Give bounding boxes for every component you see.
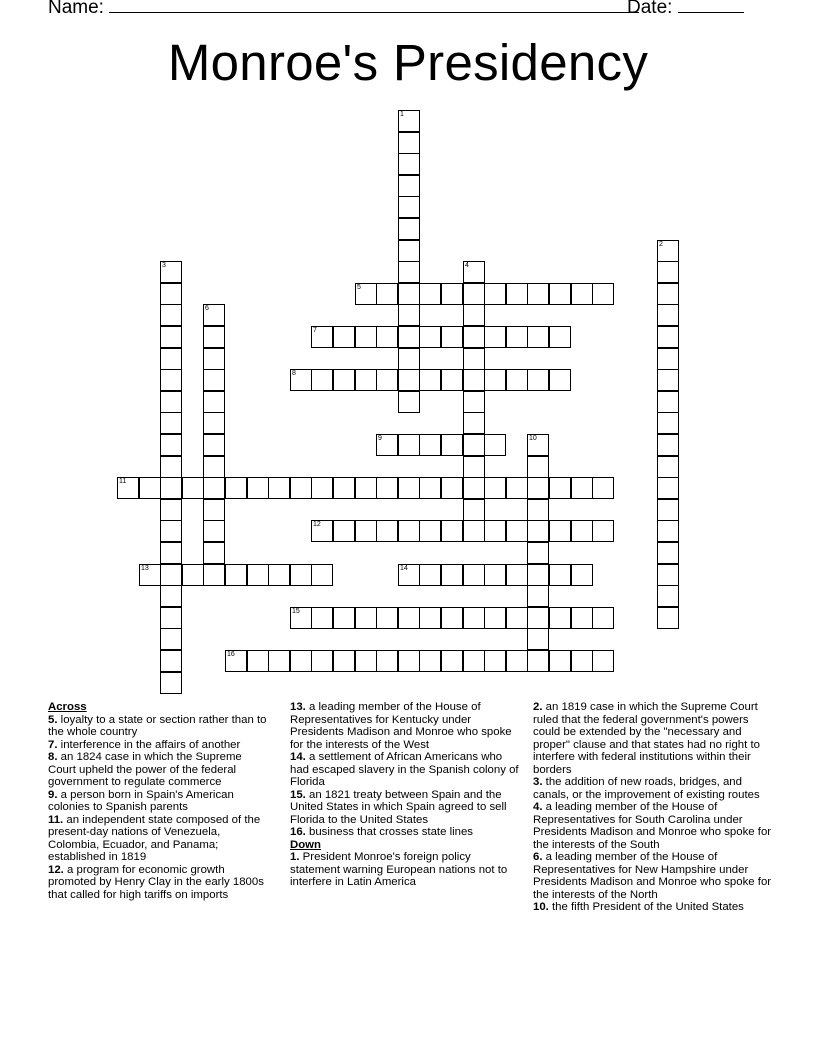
grid-cell[interactable]: [571, 607, 593, 629]
grid-cell[interactable]: [657, 520, 679, 542]
grid-cell[interactable]: [419, 434, 441, 456]
grid-cell[interactable]: [311, 520, 333, 542]
grid-cell[interactable]: [160, 499, 182, 521]
grid-cell[interactable]: [441, 564, 463, 586]
grid-cell[interactable]: [571, 283, 593, 305]
grid-cell[interactable]: [549, 520, 571, 542]
grid-cell[interactable]: [160, 520, 182, 542]
grid-cell[interactable]: [160, 672, 182, 694]
grid-cell[interactable]: [484, 607, 506, 629]
grid-cell[interactable]: [527, 326, 549, 348]
grid-cell[interactable]: [657, 369, 679, 391]
grid-cell[interactable]: [139, 477, 161, 499]
grid-cell[interactable]: [549, 477, 571, 499]
grid-cell[interactable]: [160, 585, 182, 607]
grid-cell[interactable]: [441, 520, 463, 542]
grid-cell[interactable]: [398, 110, 420, 132]
grid-cell[interactable]: [571, 520, 593, 542]
cell-number: 4: [465, 262, 469, 269]
clue-across-7: 7. interference in the affairs of another: [48, 738, 241, 751]
grid-cell[interactable]: [160, 283, 182, 305]
cell-number: 16: [227, 651, 235, 658]
grid-cell[interactable]: [419, 326, 441, 348]
grid-cell[interactable]: [333, 369, 355, 391]
grid-cell[interactable]: [463, 607, 485, 629]
grid-cell[interactable]: [527, 564, 549, 586]
grid-cell[interactable]: [527, 434, 549, 456]
grid-cell[interactable]: [160, 542, 182, 564]
grid-cell[interactable]: [549, 564, 571, 586]
grid-cell[interactable]: [657, 283, 679, 305]
clues-column-1: [48, 701, 270, 901]
grid-cell[interactable]: [506, 326, 528, 348]
grid-cell[interactable]: [247, 477, 269, 499]
grid-cell[interactable]: [657, 542, 679, 564]
grid-cell[interactable]: [203, 391, 225, 413]
grid-cell[interactable]: [527, 607, 549, 629]
clue-down-10: 10. the fifth President of the United States: [533, 901, 744, 913]
grid-cell[interactable]: [160, 348, 182, 370]
cell-number: 8: [292, 370, 296, 377]
grid-cell[interactable]: [506, 650, 528, 672]
grid-cell[interactable]: [484, 369, 506, 391]
clue-down-2: 2. an 1819 case in which the Supreme Court ruled that the federal government's powers could be extended by the "necessary and proper" clause and that states had no right to interfere with federal institutions within their borders: [533, 701, 760, 776]
grid-cell[interactable]: [376, 283, 398, 305]
grid-cell[interactable]: [203, 456, 225, 478]
grid-cell[interactable]: [484, 283, 506, 305]
grid-cell[interactable]: [290, 477, 312, 499]
grid-cell[interactable]: [463, 283, 485, 305]
grid-cell[interactable]: [268, 650, 290, 672]
grid-cell[interactable]: [657, 564, 679, 586]
grid-cell[interactable]: [398, 477, 420, 499]
grid-cell[interactable]: [463, 564, 485, 586]
grid-cell[interactable]: [549, 369, 571, 391]
grid-cell[interactable]: [355, 520, 377, 542]
grid-cell[interactable]: [398, 261, 420, 283]
grid-cell[interactable]: [657, 348, 679, 370]
grid-cell[interactable]: [463, 326, 485, 348]
grid-cell[interactable]: [311, 369, 333, 391]
grid-cell[interactable]: [398, 283, 420, 305]
cell-number: 5: [357, 284, 361, 291]
grid-cell[interactable]: [592, 520, 614, 542]
grid-cell[interactable]: [355, 477, 377, 499]
grid-cell[interactable]: [203, 542, 225, 564]
grid-cell[interactable]: [311, 564, 333, 586]
clue-across-8: 8. an 1824 case in which the Supreme Court upheld the power of the federal government to regulate commerce: [48, 751, 242, 788]
grid-cell[interactable]: [463, 348, 485, 370]
grid-cell[interactable]: [484, 520, 506, 542]
grid-cell[interactable]: [592, 477, 614, 499]
grid-cell[interactable]: [160, 369, 182, 391]
clue-across-13: 13. a leading member of the House of Representatives for Kentucky under Presidents Madison and Monroe who spoke for the interests of the West: [290, 701, 512, 751]
grid-cell[interactable]: [484, 650, 506, 672]
grid-cell[interactable]: [463, 499, 485, 521]
grid-cell[interactable]: [398, 218, 420, 240]
grid-cell[interactable]: [376, 650, 398, 672]
grid-cell[interactable]: [160, 477, 182, 499]
grid-cell[interactable]: [441, 326, 463, 348]
grid-cell[interactable]: [225, 477, 247, 499]
grid-cell[interactable]: [657, 434, 679, 456]
grid-cell[interactable]: [203, 369, 225, 391]
grid-cell[interactable]: [657, 499, 679, 521]
cell-number: 6: [205, 305, 209, 312]
grid-cell[interactable]: [376, 477, 398, 499]
grid-cell[interactable]: [657, 585, 679, 607]
grid-cell[interactable]: [247, 564, 269, 586]
clue-across-16: 16. business that crosses state lines: [290, 826, 473, 838]
grid-cell[interactable]: [290, 369, 312, 391]
grid-cell[interactable]: [160, 650, 182, 672]
cell-number: 3: [162, 262, 166, 269]
grid-cell[interactable]: [398, 650, 420, 672]
grid-cell[interactable]: [419, 477, 441, 499]
grid-cell[interactable]: [441, 477, 463, 499]
grid-cell[interactable]: [527, 499, 549, 521]
grid-cell[interactable]: [463, 520, 485, 542]
grid-cell[interactable]: [657, 261, 679, 283]
grid-cell[interactable]: [160, 326, 182, 348]
grid-cell[interactable]: [160, 607, 182, 629]
cell-number: 13: [141, 565, 149, 572]
grid-cell[interactable]: [376, 369, 398, 391]
grid-cell[interactable]: [333, 607, 355, 629]
grid-cell[interactable]: [355, 650, 377, 672]
grid-cell[interactable]: [463, 261, 485, 283]
name-label: Name:: [48, 0, 104, 18]
grid-cell[interactable]: [160, 564, 182, 586]
grid-cell[interactable]: [398, 153, 420, 175]
grid-cell[interactable]: [592, 607, 614, 629]
down-heading: Down: [290, 838, 322, 851]
grid-cell[interactable]: [355, 326, 377, 348]
grid-cell[interactable]: [160, 628, 182, 650]
grid-cell[interactable]: [506, 369, 528, 391]
date-label: Date:: [627, 0, 673, 18]
grid-cell[interactable]: [549, 607, 571, 629]
grid-cell[interactable]: [160, 434, 182, 456]
grid-cell[interactable]: [203, 477, 225, 499]
grid-cell[interactable]: [506, 477, 528, 499]
grid-cell[interactable]: [657, 326, 679, 348]
grid-cell[interactable]: [506, 607, 528, 629]
grid-cell[interactable]: [592, 650, 614, 672]
grid-cell[interactable]: [333, 326, 355, 348]
cell-number: 11: [119, 478, 127, 485]
grid-cell[interactable]: [268, 564, 290, 586]
grid-cell[interactable]: [657, 391, 679, 413]
grid-cell[interactable]: [484, 434, 506, 456]
clue-down-1: 1. President Monroe's foreign policy statement warning European nations not to interfere in Latin America: [290, 851, 508, 888]
grid-cell[interactable]: [657, 412, 679, 434]
grid-cell[interactable]: [506, 564, 528, 586]
grid-cell[interactable]: [355, 283, 377, 305]
grid-cell[interactable]: [463, 477, 485, 499]
clue-across-9: 9. a person born in Spain's American colonies to Spanish parents: [48, 788, 234, 813]
grid-cell[interactable]: [160, 304, 182, 326]
grid-cell[interactable]: [225, 650, 247, 672]
cell-number: 12: [313, 521, 321, 528]
clue-down-3: 3. the addition of new roads, bridges, and canals, or the improvement of existing routes: [533, 776, 760, 801]
clue-across-5: 5. loyalty to a state or section rather than to the whole country: [48, 713, 267, 738]
grid-cell[interactable]: [398, 391, 420, 413]
grid-cell[interactable]: [376, 326, 398, 348]
grid-cell[interactable]: [160, 456, 182, 478]
grid-cell[interactable]: [311, 477, 333, 499]
grid-cell[interactable]: [376, 520, 398, 542]
grid-cell[interactable]: [484, 564, 506, 586]
grid-cell[interactable]: [463, 412, 485, 434]
grid-cell[interactable]: [419, 520, 441, 542]
grid-cell[interactable]: [398, 434, 420, 456]
grid-cell[interactable]: [419, 607, 441, 629]
grid-cell[interactable]: [463, 456, 485, 478]
grid-cell[interactable]: [398, 132, 420, 154]
grid-cell[interactable]: [203, 348, 225, 370]
cell-number: 1: [400, 111, 404, 118]
clue-across-11: 11. an independent state composed of the present-day nations of Venezuela, Colombia, Ecuador, and Panama; established in 1819: [48, 813, 261, 863]
grid-cell[interactable]: [657, 607, 679, 629]
cell-number: 7: [313, 327, 317, 334]
grid-cell[interactable]: [419, 283, 441, 305]
grid-cell[interactable]: [571, 564, 593, 586]
grid-cell[interactable]: [398, 520, 420, 542]
grid-cell[interactable]: [398, 196, 420, 218]
grid-cell[interactable]: [398, 607, 420, 629]
grid-cell[interactable]: [527, 477, 549, 499]
grid-cell[interactable]: [268, 477, 290, 499]
grid-cell[interactable]: [527, 650, 549, 672]
clue-across-15: 15. an 1821 treaty between Spain and the United States in which Spain agreed to sell Florida to the United States: [290, 788, 507, 826]
grid-cell[interactable]: [441, 283, 463, 305]
grid-cell[interactable]: [527, 628, 549, 650]
grid-cell[interactable]: [484, 477, 506, 499]
grid-cell[interactable]: [657, 240, 679, 262]
grid-cell[interactable]: [398, 304, 420, 326]
grid-cell[interactable]: [333, 477, 355, 499]
grid-cell[interactable]: [419, 369, 441, 391]
grid-cell[interactable]: [355, 607, 377, 629]
clue-across-12: 12. a program for economic growth promoted by Henry Clay in the early 1800s that called for high tariffs on imports: [48, 863, 264, 901]
grid-cell[interactable]: [549, 283, 571, 305]
grid-cell[interactable]: [160, 261, 182, 283]
grid-cell[interactable]: [203, 520, 225, 542]
grid-cell[interactable]: [527, 520, 549, 542]
grid-cell[interactable]: [506, 520, 528, 542]
grid-cell[interactable]: [657, 477, 679, 499]
grid-cell[interactable]: [398, 348, 420, 370]
grid-cell[interactable]: [398, 326, 420, 348]
grid-cell[interactable]: [376, 434, 398, 456]
page-title: Monroe's Presidency: [167, 34, 649, 91]
grid-cell[interactable]: [203, 412, 225, 434]
grid-cell[interactable]: [398, 240, 420, 262]
cell-number: 2: [659, 241, 663, 248]
cell-number: 10: [529, 435, 537, 442]
grid-cell[interactable]: [139, 564, 161, 586]
grid-cell[interactable]: [484, 326, 506, 348]
cell-number: 14: [400, 565, 408, 572]
grid-cell[interactable]: [311, 326, 333, 348]
grid-cell[interactable]: [657, 456, 679, 478]
grid-cell[interactable]: [203, 304, 225, 326]
grid-cell[interactable]: [506, 283, 528, 305]
grid-cell[interactable]: [527, 542, 549, 564]
grid-cell[interactable]: [549, 650, 571, 672]
grid-cell[interactable]: [463, 650, 485, 672]
grid-cell[interactable]: [117, 477, 139, 499]
grid-cell[interactable]: [441, 434, 463, 456]
grid-cell[interactable]: [527, 456, 549, 478]
cell-number: 15: [292, 608, 300, 615]
grid-cell[interactable]: [463, 304, 485, 326]
grid-cell[interactable]: [160, 412, 182, 434]
grid-cell[interactable]: [182, 564, 204, 586]
clues-column-3: [533, 701, 773, 914]
grid-cell[interactable]: [311, 650, 333, 672]
across-heading: Across: [48, 701, 87, 713]
grid-cell[interactable]: [203, 499, 225, 521]
grid-cell[interactable]: [333, 650, 355, 672]
grid-cell[interactable]: [527, 283, 549, 305]
grid-cell[interactable]: [463, 434, 485, 456]
grid-cell[interactable]: [290, 650, 312, 672]
grid-cell[interactable]: [571, 477, 593, 499]
grid-cell[interactable]: [527, 585, 549, 607]
grid-cell[interactable]: [225, 564, 247, 586]
grid-cell[interactable]: [160, 391, 182, 413]
grid-cell[interactable]: [398, 175, 420, 197]
grid-cell[interactable]: [549, 326, 571, 348]
clue-across-14: 14. a settlement of African Americans who had escaped slavery in the Spanish colony of Florida: [290, 751, 519, 788]
clues-column-2: [290, 701, 522, 889]
grid-cell[interactable]: [182, 477, 204, 499]
grid-cell[interactable]: [203, 564, 225, 586]
grid-cell[interactable]: [592, 283, 614, 305]
grid-cell[interactable]: [441, 369, 463, 391]
grid-cell[interactable]: [311, 607, 333, 629]
grid-cell[interactable]: [419, 650, 441, 672]
grid-cell[interactable]: [247, 650, 269, 672]
grid-cell[interactable]: [419, 564, 441, 586]
grid-cell[interactable]: [463, 391, 485, 413]
grid-cell[interactable]: [290, 564, 312, 586]
grid-cell[interactable]: [571, 650, 593, 672]
grid-cell[interactable]: [376, 607, 398, 629]
grid-cell[interactable]: [355, 369, 377, 391]
grid-cell[interactable]: [333, 520, 355, 542]
grid-cell[interactable]: [527, 369, 549, 391]
grid-cell[interactable]: [441, 650, 463, 672]
cell-number: 9: [378, 435, 382, 442]
grid-cell[interactable]: [290, 607, 312, 629]
grid-cell[interactable]: [463, 369, 485, 391]
grid-cell[interactable]: [398, 369, 420, 391]
grid-cell[interactable]: [203, 434, 225, 456]
clue-down-4: 4. a leading member of the House of Representatives for South Carolina under Presidents Madison and Monroe who spoke for the interests of the South: [533, 801, 772, 851]
grid-cell[interactable]: [203, 326, 225, 348]
clue-down-6: 6. a leading member of the House of Representatives for New Hampshire under Presidents Madison and Monroe who spoke for the interests of the North: [533, 851, 772, 901]
grid-cell[interactable]: [657, 304, 679, 326]
grid-cell[interactable]: [441, 607, 463, 629]
grid-cell[interactable]: [398, 564, 420, 586]
